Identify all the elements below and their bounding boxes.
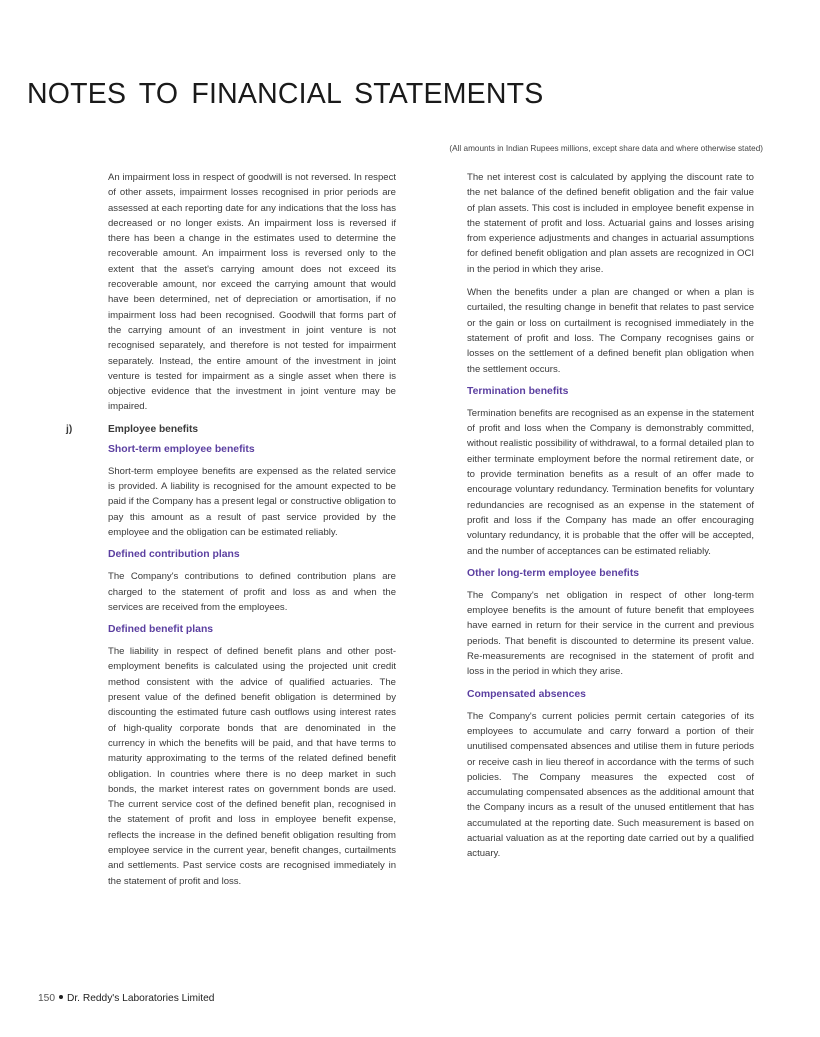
goodwill-impairment-paragraph: An impairment loss in respect of goodwill is not reversed. In respect of other assets, impairment losses recognised in prior periods are assessed at each reporting date for any indications that the loss has decreased or no longer exists. An impairment loss is reversed if there has been a change in the estimates used to determine the recoverable amount. An impairment loss is reversed only to the extent that the asset's carrying amount does not exceed its recoverable amount, nor exceed the carrying amount that would have been determined, net of depreciation or amortisation, if no impairment loss had been recognised. Goodwill that forms part of the carrying amount of an investment in joint venture is not recognised separately, and therefore is not tested for impairment separately. Instead, the entire amount of the investment in joint venture is tested for impairment as a single asset when there is objective evidence that the investment in joint venture may be impaired. xyxy=(108,172,396,413)
compensated-absences-paragraph: The Company's current policies permit certain categories of its employees to accumulate and carry forward a portion of their unutilised compensated absences and utilise them in future periods or receive cash in lieu thereof in accordance with the terms of such policies. The Company measures the expected cost of accumulating compensated absences as the additional amount that the Company incurs as a result of the unused entitlement that has accumulated at the reporting date. Such measurement is based on actuarial valuation as at the reporting date carried out by a qualified actuary. xyxy=(467,710,754,860)
section-title: Employee benefits xyxy=(108,423,199,435)
bullet-separator-icon xyxy=(59,995,63,999)
page-number: 150 xyxy=(38,993,55,1004)
heading-termination-benefits: Termination benefits xyxy=(467,385,569,397)
page-footer xyxy=(38,993,214,1004)
heading-other-long-term-benefits: Other long-term employee benefits xyxy=(467,567,640,579)
defined-contribution-paragraph: The Company's contributions to defined contribution plans are charged to the statement of profit and loss as and when the services are received from the employees. xyxy=(108,571,396,613)
net-interest-paragraph: The net interest cost is calculated by applying the discount rate to the net balance of the defined benefit obligation and the fair value of plan assets. This cost is included in employee benefit expense in the statement of profit and loss. Actuarial gains and losses arising from experience adjustments and changes in actuarial assumptions for defined benefit obligation and plan assets are recognized in OCI in the period in which they arise. xyxy=(467,172,754,275)
section-heading-employee-benefits xyxy=(66,423,396,437)
heading-defined-benefit: Defined benefit plans xyxy=(108,624,214,636)
defined-benefit-paragraph: The liability in respect of defined benefit plans and other post-employment benefits is calculated using the projected unit credit method consistent with the advice of qualified actuaries. The present value of the defined benefit obligation is determined by discounting the estimated future cash outflows using interest rates of high-quality corporate bonds that are denominated in the currency in which the benefits will be paid, and that have terms to maturity approximating to the terms of the related defined benefit obligation. In countries where there is no deep market in such bonds, the market interest rates on government bonds are used. The current service cost of the defined benefit plan, recognised in the statement of profit and loss in employee benefit expense, reflects the increase in the defined benefit obligation resulting from employee service in the current year, benefit changes, curtailments and settlements. Past service costs are recognised immediately in the statement of profit and loss. xyxy=(108,646,396,887)
termination-benefits-paragraph: Termination benefits are recognised as an expense in the statement of profit and loss when the Company is demonstrably committed, without realistic possibility of withdrawal, to a formal detailed plan to either terminate employment before the normal retirement date, or to provide termination benefits as a result of an offer made to encourage voluntary redundancy. Termination benefits for voluntary redundancies are recognised as an expense in the statement of profit and loss if the Company has made an offer encouraging voluntary redundancy, it is probable that the offer will be accepted, and the number of acceptances can be estimated reliably. xyxy=(467,407,754,557)
heading-short-term-benefits: Short-term employee benefits xyxy=(108,443,255,455)
short-term-benefits-paragraph: Short-term employee benefits are expensed as the related service is provided. A liability is recognised for the amount expected to be paid if the Company has a present legal or constructive obligation to pay this amount as a result of past service provided by the employee and the obligation can be estimated reliably. xyxy=(108,465,396,538)
heading-compensated-absences: Compensated absences xyxy=(467,688,586,700)
currency-note: (All amounts in Indian Rupees millions, except share data and where otherwise stated) xyxy=(449,144,763,153)
heading-defined-contribution: Defined contribution plans xyxy=(108,549,240,561)
left-column xyxy=(66,170,396,897)
company-name: Dr. Reddy's Laboratories Limited xyxy=(67,993,215,1004)
page-title: NOTES TO FINANCIAL STATEMENTS xyxy=(27,78,544,110)
section-marker: j) xyxy=(66,423,73,435)
right-column xyxy=(467,170,754,870)
plan-change-paragraph: When the benefits under a plan are changed or when a plan is curtailed, the resulting change in benefit that relates to past service or the gain or loss on curtailment is recognised immediately in the statement of profit and loss. The Company recognises gains or losses on the settlement of a defined benefit plan obligation when the settlement occurs. xyxy=(467,287,754,375)
other-long-term-benefits-paragraph: The Company's net obligation in respect of other long-term employee benefits is the amount of future benefit that employees have earned in return for their service in the current and previous periods. That benefit is discounted to determine its present value. Re-measurements are recognised in the statement of profit and loss in the period in which they arise. xyxy=(467,589,754,678)
